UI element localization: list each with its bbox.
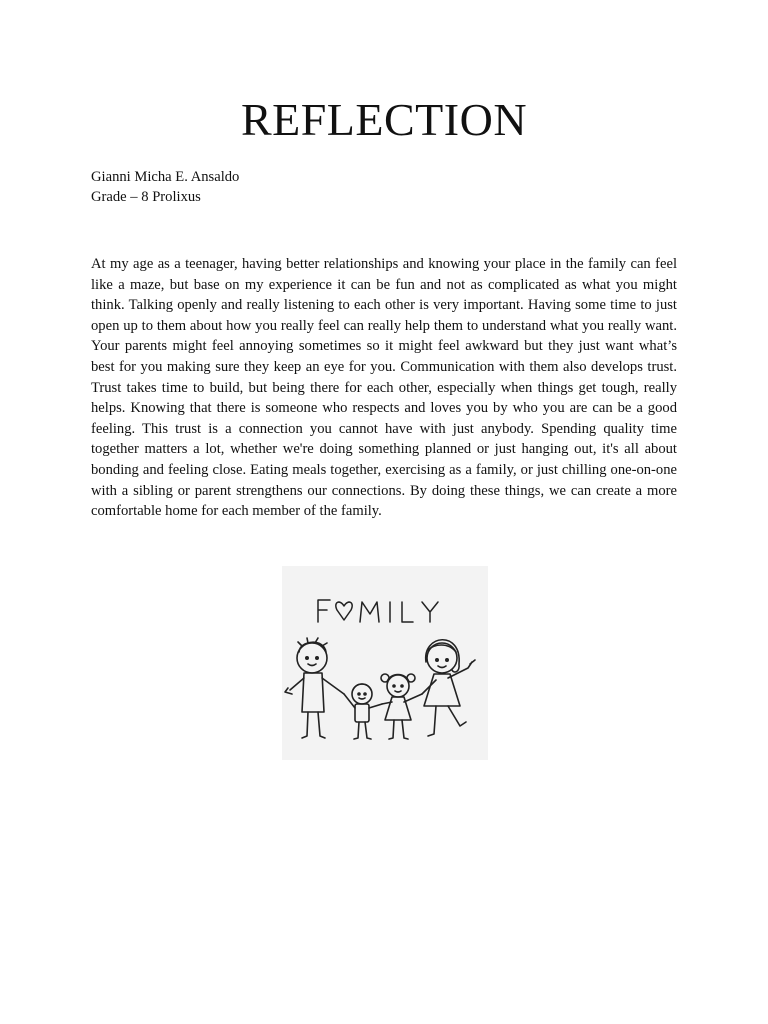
- girl-figure: [381, 674, 422, 739]
- father-figure: [285, 638, 344, 738]
- author-block: [91, 168, 239, 207]
- grade-section: Grade – 8 Prolixus: [91, 188, 201, 205]
- mother-figure: [422, 640, 475, 736]
- family-drawing-icon: [282, 566, 488, 760]
- family-lettering: [318, 600, 438, 622]
- page-title: REFLECTION: [240, 94, 528, 145]
- author-name: Gianni Micha E. Ansaldo: [91, 169, 240, 185]
- boy-figure: [344, 684, 382, 739]
- reflection-paragraph: At my age as a teenager, having better relationships and knowing your place in the family can feel like a maze, but base on my experience it can be fun and not as complicated as what you might think. Talking openly and really listening to each other is very important. Having some time to just open up to them about how you really feel can really help them to understand what you really want. Your parents might feel annoying sometimes so it might feel awkward but they just want what’s best for you making sure they keep an eye for you. Communication with them also develops trust. Trust takes time to build, but being there for each other, especially when things get tough, really helps. Knowing that there is someone who respects and loves you by who you are can be a good feeling. This trust is a connection you cannot have with just anybody. Spending quality time together matters a lot, whether we're doing something planned or just hanging out, it's all about bonding and feeling close. Eating meals together, exercising as a family, or just chilling one-on-one with a sibling or parent strengthens our connections. By doing these things, we can create a more comfortable home for each member of the family.: [91, 256, 677, 520]
